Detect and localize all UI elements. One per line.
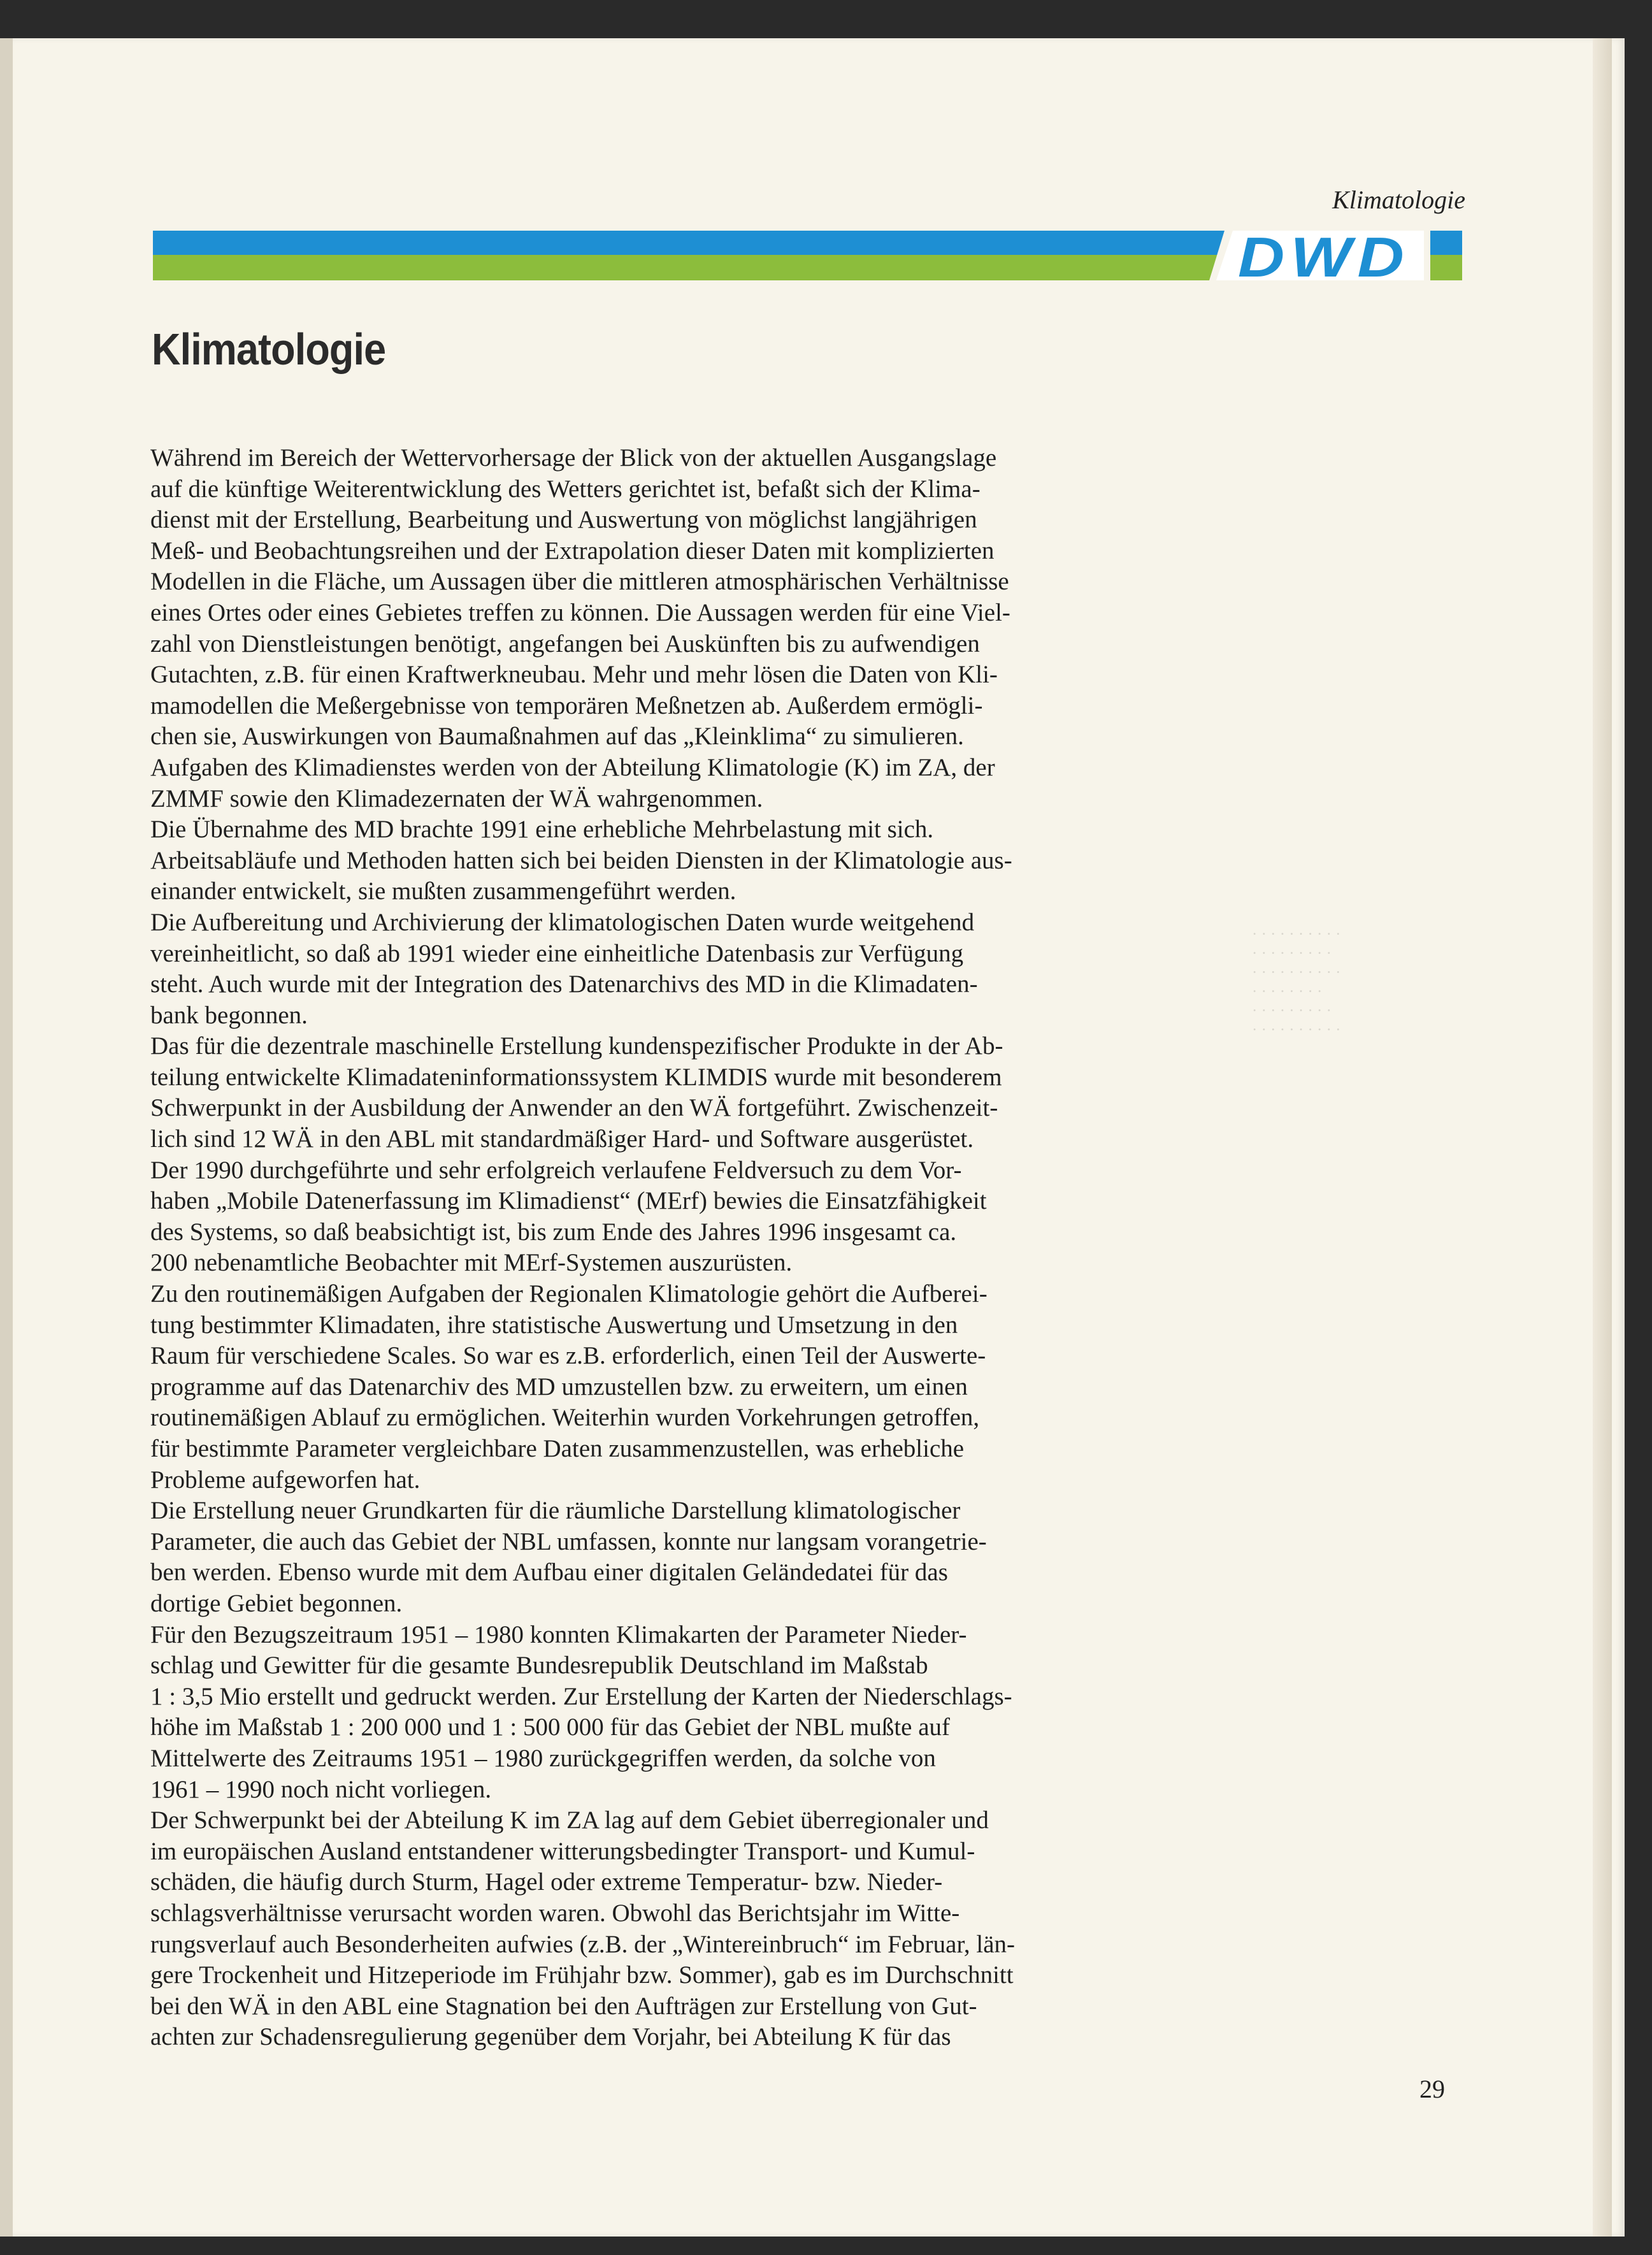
dwd-logo [1207, 224, 1430, 287]
body-line: dortige Gebiet begonnen. [150, 1589, 403, 1617]
body-line: mamodellen die Meßergebnisse von temporären Meßnetzen ab. Außerdem ermögli- [150, 691, 983, 719]
body-line: einander entwickelt, sie mußten zusammengeführt werden. [150, 877, 736, 905]
body-line: Parameter, die auch das Gebiet der NBL umfassen, konnte nur langsam vorangetrie- [150, 1527, 987, 1555]
body-line: 200 nebenamtliche Beobachter mit MErf-Systemen auszurüsten. [150, 1249, 793, 1277]
body-line: Das für die dezentrale maschinelle Erstellung kundenspezifischer Produkte in der Ab- [150, 1032, 1003, 1060]
body-line: Schwerpunkt in der Ausbildung der Anwender an den WÄ fortgeführt. Zwischenzeit- [150, 1094, 998, 1122]
body-line: auf die künftige Weiterentwicklung des Wetters gerichtet ist, befaßt sich der Klima- [150, 475, 980, 503]
body-line: schlagsverhältnisse verursacht worden waren. Obwohl das Berichtsjahr im Witte- [150, 1899, 960, 1927]
body-line: eines Ortes oder eines Gebietes treffen zu können. Die Aussagen werden für eine Viel- [150, 598, 1010, 626]
running-header-title: Klimatologie [1332, 185, 1465, 214]
body-line: für bestimmte Parameter vergleichbare Daten zusammenzustellen, was erhebliche [150, 1435, 965, 1462]
body-line: Aufgaben des Klimadienstes werden von der Abteilung Klimatologie (K) im ZA, der [150, 753, 995, 781]
body-line: gere Trockenheit und Hitzeperiode im Frühjahr bzw. Sommer), gab es im Durchschnitt [150, 1961, 1014, 1989]
body-line: Der 1990 durchgeführte und sehr erfolgreich verlaufene Feldversuch zu dem Vor- [150, 1156, 962, 1184]
body-line: Während im Bereich der Wettervorhersage der Blick von der aktuellen Ausgangslage [150, 444, 997, 472]
body-line: Gutachten, z.B. für einen Kraftwerkneubau. Mehr und mehr lösen die Daten von Kli- [150, 661, 998, 689]
body-line: höhe im Maßstab 1 : 200 000 und 1 : 500 000 für das Gebiet der NBL mußte auf [150, 1713, 951, 1741]
facing-page-edge [0, 38, 13, 2237]
chapter-title: Klimatologie [152, 324, 386, 374]
body-line: Die Übernahme des MD brachte 1991 eine erhebliche Mehrbelastung mit sich. [150, 816, 934, 844]
body-line: programme auf das Datenarchiv des MD umzustellen bzw. zu erweitern, um einen [150, 1372, 968, 1401]
body-line: Die Erstellung neuer Grundkarten für die räumliche Darstellung klimatologischer [150, 1497, 961, 1525]
body-line: 1 : 3,5 Mio erstellt und gedruckt werden. Zur Erstellung der Karten der Niederschlags- [150, 1682, 1012, 1710]
dwd-logo-text: DWD [1238, 226, 1410, 287]
body-line: des Systems, so daß beabsichtigt ist, bis zum Ende des Jahres 1996 insgesamt ca. [150, 1218, 957, 1246]
body-text [150, 443, 1202, 2053]
body-line: routinemäßigen Ablauf zu ermöglichen. Weiterhin wurden Vorkehrungen getroffen, [150, 1404, 980, 1432]
body-line: achten zur Schadensregulierung gegenüber dem Vorjahr, bei Abteilung K für das [150, 2023, 951, 2051]
page-number: 29 [1419, 2075, 1445, 2103]
body-line: zahl von Dienstleistungen benötigt, angefangen bei Auskünften bis zu aufwendigen [150, 630, 980, 658]
body-line: Probleme aufgeworfen hat. [150, 1466, 420, 1494]
body-line: bei den WÄ in den ABL eine Stagnation bei den Aufträgen zur Erstellung von Gut- [150, 1992, 977, 2020]
body-line: haben „Mobile Datenerfassung im Klimadienst“ (MErf) bewies die Einsatzfähigkeit [150, 1187, 987, 1215]
body-line: 1961 – 1990 noch nicht vorliegen. [150, 1775, 492, 1803]
body-line: Modellen in die Fläche, um Aussagen über die mittleren atmosphärischen Verhältnisse [150, 568, 1009, 596]
body-line: Arbeitsabläufe und Methoden hatten sich bei beiden Diensten in der Klimatologie aus- [150, 846, 1012, 874]
body-line: bank begonnen. [150, 1001, 308, 1029]
show-through-text: · · · · · · · · · · · · · · · · · · · · · · · · · · · · · · · · · · · · · · · · · · · · · · · · · · · · · · · · [1252, 926, 1341, 1039]
body-line: Mittelwerte des Zeitraums 1951 – 1980 zurückgegriffen werden, da solche von [150, 1744, 936, 1772]
body-line: ZMMF sowie den Klimadezernaten der WÄ wahrgenommen. [150, 784, 763, 812]
body-line: Meß- und Beobachtungsreihen und der Extrapolation dieser Daten mit komplizierten [150, 537, 995, 565]
body-line: tung bestimmter Klimadaten, ihre statistische Auswertung und Umsetzung in den [150, 1311, 958, 1339]
body-line: Für den Bezugszeitraum 1951 – 1980 konnten Klimakarten der Parameter Nieder- [150, 1620, 967, 1648]
body-line: vereinheitlicht, so daß ab 1991 wieder eine einheitliche Datenbasis zur Verfügung [150, 939, 964, 967]
body-line: ben werden. Ebenso wurde mit dem Aufbau einer digitalen Geländedatei für das [150, 1559, 948, 1587]
body-line: Raum für verschiedene Scales. So war es z.B. erforderlich, einen Teil der Auswerte- [150, 1342, 986, 1370]
body-line: chen sie, Auswirkungen von Baumaßnahmen auf das „Kleinklima“ zu simulieren. [150, 723, 964, 751]
body-line: Die Aufbereitung und Archivierung der klimatologischen Daten wurde weitgehend [150, 908, 975, 936]
body-line: teilung entwickelte Klimadateninformationssystem KLIMDIS wurde mit besonderem [150, 1063, 1002, 1091]
body-line: schäden, die häufig durch Sturm, Hagel oder extreme Temperatur- bzw. Nieder- [150, 1868, 943, 1896]
body-line: dienst mit der Erstellung, Bearbeitung und Auswertung von möglichst langjährigen [150, 506, 977, 534]
body-line: steht. Auch wurde mit der Integration des Datenarchivs des MD in die Klimadaten- [150, 970, 978, 998]
body-line: schlag und Gewitter für die gesamte Bundesrepublik Deutschland im Maßstab [150, 1652, 928, 1680]
page-edge-shadow [1593, 38, 1612, 2237]
body-line: Zu den routinemäßigen Aufgaben der Regionalen Klimatologie gehört die Aufberei- [150, 1280, 988, 1308]
body-line: lich sind 12 WÄ in den ABL mit standardmäßiger Hard- und Software ausgerüstet. [150, 1125, 974, 1153]
body-line: im europäischen Ausland entstandener witterungsbedingter Transport- und Kumul- [150, 1837, 975, 1865]
body-line: Der Schwerpunkt bei der Abteilung K im ZA lag auf dem Gebiet überregionaler und [150, 1806, 989, 1834]
body-line: rungsverlauf auch Besonderheiten aufwies (z.B. der „Wintereinbruch“ im Februar, län- [150, 1930, 1016, 1958]
